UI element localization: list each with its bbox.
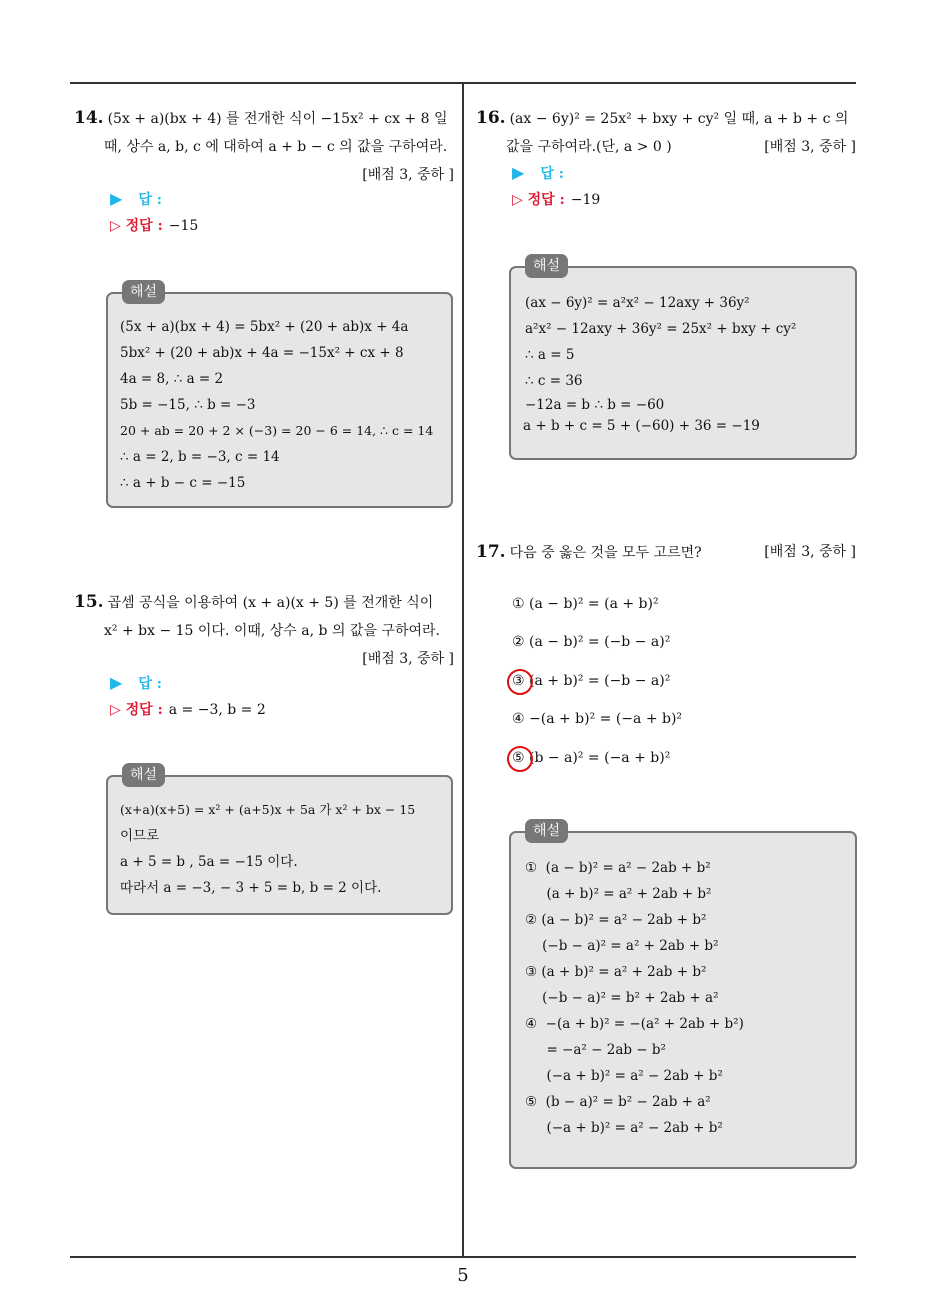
correct-value: −15 — [168, 218, 199, 234]
answer-label: 답 : — [138, 676, 162, 692]
answer-circle-mark — [507, 746, 533, 772]
question-line: 15. 곱셈 공식을 이용하여 (x + a)(x + 5) 를 전개한 식이 — [74, 592, 434, 612]
explanation-line: ① (a − b)² = a² − 2ab + b² — [525, 860, 711, 876]
explanation-tag: 해설 — [122, 280, 165, 304]
explanation-line: (−b − a)² = a² + 2ab + b² — [525, 938, 719, 954]
explanation-line: (a + b)² = a² + 2ab + b² — [525, 886, 712, 902]
answer-label: 답 : — [540, 166, 564, 182]
bottom-rule — [70, 1256, 856, 1258]
points-label: [배점 3, 중하 ] — [362, 167, 454, 183]
correct-label: ▷ 정답 : — [110, 702, 163, 718]
answer-14 — [110, 186, 198, 239]
explanation-line: ∴ a + b − c = −15 — [120, 475, 246, 491]
play-icon: ▶ — [110, 673, 123, 692]
question-number: 15. — [74, 592, 104, 612]
explanation-line: ② (a − b)² = a² − 2ab + b² — [525, 912, 707, 928]
play-icon: ▶ — [110, 189, 123, 208]
correct-value: −19 — [570, 192, 601, 208]
explanation-line: ∴ a = 5 — [525, 347, 575, 363]
explanation-line: 따라서 a = −3, − 3 + 5 = b, b = 2 이다. — [120, 880, 382, 896]
explanation-box-16 — [509, 258, 857, 460]
explanation-line: 이므로 — [120, 828, 160, 844]
option-3[interactable]: ③ (a + b)² = (−b − a)² — [512, 673, 671, 689]
question-number: 16. — [476, 108, 506, 128]
explanation-line: a + 5 = b , 5a = −15 이다. — [120, 854, 298, 870]
explanation-line: a + b + c = 5 + (−60) + 36 = −19 — [523, 418, 760, 434]
question-17 — [476, 538, 856, 567]
explanation-line: ③ (a + b)² = a² + 2ab + b² — [525, 964, 707, 980]
explanation-line: −12a = b ∴ b = −60 — [525, 397, 665, 413]
explanation-line: ∴ a = 2, b = −3, c = 14 — [120, 449, 280, 465]
answer-label: 답 : — [138, 192, 162, 208]
explanation-line: (5x + a)(bx + 4) = 5bx² + (20 + ab)x + 4a — [120, 319, 409, 335]
question-line: 값을 구하여라.(단, a > 0 ) [배점 3, 중하 ] — [476, 133, 856, 161]
explanation-tag: 해설 — [122, 763, 165, 787]
option-4[interactable]: ④ −(a + b)² = (−a + b)² — [512, 711, 683, 727]
explanation-line: (−a + b)² = a² − 2ab + b² — [525, 1068, 723, 1084]
explanation-box-17 — [509, 823, 857, 1169]
question-16 — [476, 104, 856, 161]
explanation-box-15 — [106, 767, 453, 915]
question-line: 16. (ax − 6y)² = 25x² + bxy + cy² 일 때, a + b + c 의 — [476, 108, 849, 128]
explanation-line: = −a² − 2ab − b² — [525, 1042, 666, 1058]
explanation-line: ④ −(a + b)² = −(a² + 2ab + b²) — [525, 1016, 744, 1032]
correct-value: a = −3, b = 2 — [168, 702, 266, 718]
question-number: 17. — [476, 542, 506, 562]
option-2[interactable]: ② (a − b)² = (−b − a)² — [512, 634, 671, 650]
explanation-line: 4a = 8, ∴ a = 2 — [120, 371, 224, 387]
points-label: [배점 3, 중하 ] — [362, 651, 454, 667]
explanation-line: (−a + b)² = a² − 2ab + b² — [525, 1120, 723, 1136]
explanation-line: 5bx² + (20 + ab)x + 4a = −15x² + cx + 8 — [120, 345, 404, 361]
points-label: [배점 3, 중하 ] — [764, 139, 856, 155]
explanation-line: 5b = −15, ∴ b = −3 — [120, 397, 256, 413]
correct-label: ▷ 정답 : — [110, 218, 163, 234]
explanation-tag: 해설 — [525, 819, 568, 843]
option-5[interactable]: ⑤ (b − a)² = (−a + b)² — [512, 750, 671, 766]
option-1[interactable]: ① (a − b)² = (a + b)² — [512, 596, 659, 612]
explanation-line: (x+a)(x+5) = x² + (a+5)x + 5a 가 x² + bx − 15 — [120, 802, 416, 817]
explanation-line: 20 + ab = 20 + 2 × (−3) = 20 − 6 = 14, ∴ c = 14 — [120, 423, 434, 438]
question-number: 14. — [74, 108, 104, 128]
explanation-line: a²x² − 12axy + 36y² = 25x² + bxy + cy² — [525, 321, 797, 337]
explanation-line: ∴ c = 36 — [525, 373, 583, 389]
question-line: 때, 상수 a, b, c 에 대하여 a + b − c 의 값을 구하여라. — [104, 139, 448, 155]
explanation-box-14 — [106, 284, 453, 508]
answer-15 — [110, 670, 266, 723]
explanation-line: (−b − a)² = b² + 2ab + a² — [525, 990, 719, 1006]
points-label: [배점 3, 중하 ] — [764, 544, 856, 560]
question-14 — [74, 104, 454, 189]
explanation-line: (ax − 6y)² = a²x² − 12axy + 36y² — [525, 295, 750, 311]
column-divider — [462, 83, 464, 1256]
answer-16 — [512, 160, 600, 213]
play-icon: ▶ — [512, 163, 525, 182]
question-line: 14. (5x + a)(bx + 4) 를 전개한 식이 −15x² + cx + 8 일 — [74, 108, 448, 128]
page-number: 5 — [457, 1265, 469, 1286]
answer-circle-mark — [507, 669, 533, 695]
explanation-line: ⑤ (b − a)² = b² − 2ab + a² — [525, 1094, 711, 1110]
question-line: 17. 다음 중 옳은 것을 모두 고르면? [배점 3, 중하 ] — [476, 538, 856, 567]
correct-label: ▷ 정답 : — [512, 192, 565, 208]
explanation-tag: 해설 — [525, 254, 568, 278]
question-15 — [74, 588, 454, 673]
question-line: x² + bx − 15 이다. 이때, 상수 a, b 의 값을 구하여라. — [104, 623, 440, 639]
